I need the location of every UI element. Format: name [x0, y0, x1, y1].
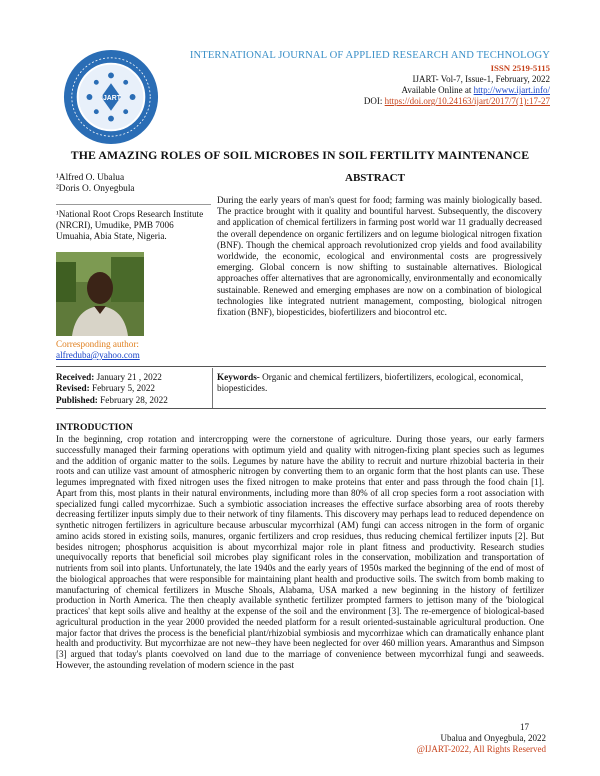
abstract-heading: ABSTRACT: [345, 172, 405, 184]
author-2: ²Doris O. Onyegbula: [56, 184, 135, 194]
divider: [56, 204, 211, 205]
author-photo: [56, 252, 144, 336]
published-label: Published:: [56, 394, 98, 405]
journal-url-link[interactable]: http://www.ijart.info/: [473, 85, 550, 95]
received-label: Received:: [56, 372, 95, 382]
keywords: [217, 372, 542, 394]
revised-label: Revised:: [56, 383, 90, 394]
corresponding-label: Corresponding author:: [56, 339, 139, 349]
journal-name: INTERNATIONAL JOURNAL OF APPLIED RESEARCH AND TECHNOLOGY: [189, 50, 550, 61]
divider: [56, 408, 546, 409]
available-online: [250, 85, 550, 95]
footer-copyright: @IJART-2022, All Rights Reserved: [416, 744, 546, 754]
published-value: February 28, 2022: [97, 394, 168, 405]
doi-line: [200, 96, 550, 106]
keywords-label: Keywords-: [217, 372, 260, 382]
divider: [212, 368, 213, 408]
received-date: [56, 372, 168, 383]
affiliation: ¹National Root Crops Research Institute (NRCRI), Umudike, PMB 7006 Umuahia, Abia State, Nigeria.: [56, 209, 204, 241]
revised-value: February 5, 2022: [89, 383, 156, 394]
introduction-heading: INTRODUCTION: [56, 422, 133, 433]
journal-logo: [62, 48, 160, 146]
issn: ISSN 2519-5115: [490, 63, 550, 73]
abstract-text: During the early years of man's quest for food; farming was mainly biologically based. The practice brought with it quality and bountiful harvest. Subsequently, the discovery and application of chemical fertilizers in farming post world war 11 gradually decreased the overall dependence on organic fertilizers and on legume biological nitrogen fixation (BNF). Though the chemical approach revolutionized crop yields and food availability worldwide, the economic, ecological and environmental costs are progressively emerging. Global concern is now shifting to sustainable alternatives. Biological approaches offer alternatives that are agronomically, environmentally and economically sustainable. Renewed and emerging emphases are now on a combination of biological technologies like integrated nutrient management, composting, biological nitrogen fixation (BNF), biopesticides, biofertilizers and biocontrol etc.: [217, 195, 542, 318]
doi-link[interactable]: https://doi.org/10.24163/ijart/2017/7(1):17-27: [384, 96, 550, 106]
available-label: Available Online at: [401, 85, 474, 95]
page-number: 17: [520, 722, 529, 732]
paper-title: THE AMAZING ROLES OF SOIL MICROBES IN SOIL FERTILITY MAINTENANCE: [70, 148, 530, 162]
received-value: January 21 , 2022: [94, 372, 162, 382]
divider: [56, 366, 546, 367]
doi-label: DOI:: [363, 96, 385, 106]
revised-date: [56, 383, 168, 394]
corresponding-email-link[interactable]: alfreduba@yahoo.com: [56, 350, 140, 360]
published-date: [56, 395, 168, 406]
author-list: [56, 173, 135, 195]
publication-dates: [56, 372, 168, 406]
logo-center-text: IJART: [101, 94, 121, 102]
introduction-text: In the beginning, crop rotation and intercropping were the cornerstone of agriculture. During those years, our early farmers successfully managed their farming operations with optimum yield and quality with nitrogen-fixing plant species such as legumes and the addition of organic matter to the soils. Legumes by nature have the ability to recruit and nurture rhizobial bacteria in their roots and can utilize vast amount of atmospheric nitrogen by converting them to an organic form that the host plants can use. These legumes impregnated with fixed nitrogen uses the fixed nitrogen to make proteins that enter and pass through the food chain [1]. Apart from this, most plants in their natural environments, including more than 80% of all crop species form a root association with specialized fungi called mycorrhizae. Such a symbiotic association increases the effective surface absorbing area of roots thereby decreasing fertilizer inputs simply due to their network of tiny filaments. This discovery may perhaps lead to reduced dependence on synthetic nitrogen fertilizers in agriculture because arbuscular mycorrhizal (AM) fungi can access nitrogen in the form of organic amino acids stored in existing soils, manures, organic fertilizers and crop residues, thus reducing chemical fertilizer inputs [2]. But besides nitrogen; phosphorus acquisition is about mycorrhizal major role in plant fitness and productivity. Research studies unequivocally reports that beneficial soil microbes play significant roles in the conservation, mobilization and transportation of nutrients from soil into plants. Unfortunately, the late 1940s and the early years of 1950s marked the beginning of the end of most of the biological approaches that were responsible for maintaining plant health and productive soils. The switch from bomb making to manufacturing of chemical fertilizers in Musche Shoals, Alabama, USA marked a new beginning in the history of fertilizer production in North America. The then cheaply available synthetic fertilizer prompted farmers to jettison many of the 'biological practices' that kept soils alive and healthy at the expense of the soil and the environment [3]. The re-emergence of biological-based agricultural production in the year 2000 provided the needed platform for a result oriented-sustainable agricultural production. One major factor that drives the process is the beneficial plant/rhizobial symbiosis and mycorrhizae which can dramatically enhance plant health and productivity. But mycorrhizae are not new–they have been neglected for over 460 million years. Amaranthus and Simpson [3] argued that today's plants coevolved on land due to the marriage of convenience between mycorrhizal fungi and seaweeds. However, the astounding revelation of modern science in the past: [56, 434, 544, 670]
footer-citation: Ubalua and Onyegbula, 2022: [440, 733, 546, 743]
author-1: ¹Alfred O. Ubalua: [56, 173, 125, 183]
keywords-text: Organic and chemical fertilizers, biofertilizers, ecological, economical, biopesticides.: [217, 372, 524, 394]
volume-issue: IJART- Vol-7, Issue-1, February, 2022: [412, 74, 550, 84]
